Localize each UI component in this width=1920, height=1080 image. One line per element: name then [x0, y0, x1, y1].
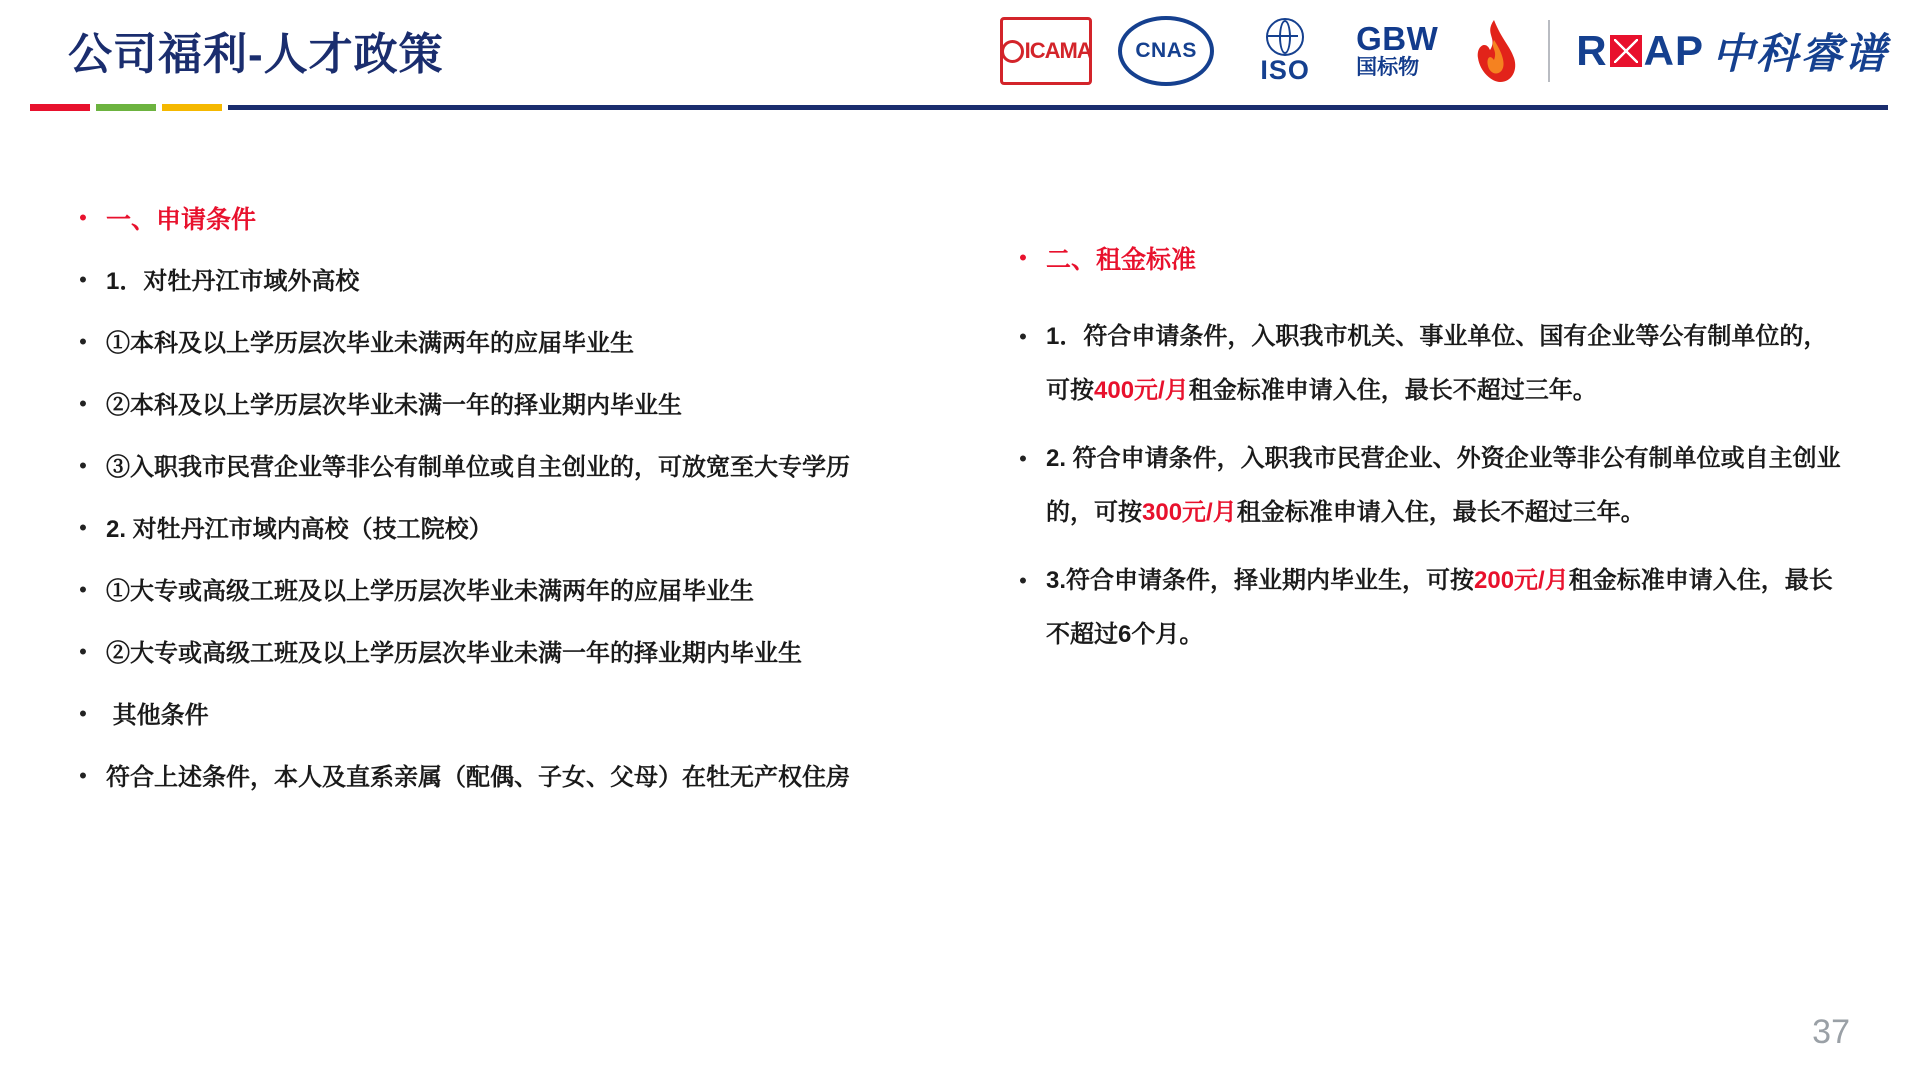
rent-rule-2-part-a: 2. 符合申请条件，入职我市民营企业、外资企业等非公有制单位或自主创业的，可按	[1046, 445, 1841, 526]
bullet-marker: •	[79, 701, 87, 726]
list-item	[60, 448, 960, 488]
list-item	[60, 200, 960, 240]
list-item-text: ①大专或高级工班及以上学历层次毕业未满两年的应届毕业生	[106, 578, 754, 605]
icama-ring-icon	[1001, 40, 1024, 63]
rent-amount-300: 300元/月	[1142, 499, 1237, 526]
cnas-logo	[1118, 18, 1214, 84]
list-item	[60, 262, 960, 302]
rent-rule-3-part-b: 租金标准申请入住，最长不超过6个月。	[1046, 567, 1833, 648]
reap-logo	[1576, 21, 1888, 81]
section-heading-rent: 二、租金标准	[1046, 246, 1197, 274]
bullet-marker: •	[79, 577, 87, 602]
bullet-marker: •	[79, 329, 87, 354]
list-item-text	[1046, 432, 1850, 540]
bullet-marker: •	[79, 205, 87, 230]
bullet-marker: •	[79, 515, 87, 540]
bullet-marker: •	[1019, 568, 1027, 593]
rent-amount-200: 200元/月	[1474, 567, 1569, 594]
bullet-marker: •	[1019, 324, 1027, 349]
list-item-text: 2. 对牡丹江市域内高校（技工院校）	[106, 516, 493, 543]
accent-bar-green	[96, 104, 156, 111]
icama-logo	[1000, 17, 1092, 85]
list-item-text: 1．对牡丹江市域外高校	[106, 268, 360, 295]
bullet-marker: •	[1019, 446, 1027, 471]
bullet-marker: •	[79, 763, 87, 788]
bullet-marker: •	[79, 453, 87, 478]
reap-letters-ap: AP	[1643, 27, 1704, 74]
iso-logo	[1240, 16, 1330, 86]
list-item-text: ②大专或高级工班及以上学历层次毕业未满一年的择业期内毕业生	[106, 640, 802, 667]
flame-icon	[1464, 16, 1522, 86]
globe-icon	[1266, 18, 1304, 56]
reap-x-mark-icon	[1610, 35, 1642, 67]
logo-divider	[1548, 20, 1550, 82]
list-item	[60, 696, 960, 736]
page-number: 37	[1812, 1013, 1850, 1051]
left-column	[60, 200, 960, 820]
cnas-logo-text: CNAS	[1135, 39, 1197, 62]
rent-rule-1-part-b: 租金标准申请入住，最长不超过三年。	[1188, 377, 1597, 404]
logo-strip	[1000, 8, 1888, 94]
iso-logo-text: ISO	[1260, 55, 1310, 85]
bullet-marker: •	[1019, 245, 1027, 270]
list-item	[60, 510, 960, 550]
list-item	[1000, 310, 1850, 418]
list-item	[1000, 554, 1850, 662]
header-rule	[228, 105, 1888, 110]
rent-rule-1-part-a: 1．符合申请条件，入职我市机关、事业单位、国有企业等公有制单位的，可按	[1046, 323, 1828, 404]
list-item-text: ①本科及以上学历层次毕业未满两年的应届毕业生	[106, 330, 634, 357]
list-item-text: 符合上述条件，本人及直系亲属（配偶、子女、父母）在牡无产权住房	[106, 764, 850, 791]
flame-logo	[1464, 16, 1522, 86]
list-item-text	[1046, 310, 1850, 418]
slide-header	[0, 0, 1920, 112]
list-item	[60, 758, 960, 798]
icama-logo-text: ICAMA	[1024, 38, 1092, 63]
list-item	[60, 324, 960, 364]
list-item	[60, 572, 960, 612]
list-item-text: ②本科及以上学历层次毕业未满一年的择业期内毕业生	[106, 392, 682, 419]
list-item	[1000, 240, 1850, 280]
list-item	[1000, 432, 1850, 540]
bullet-marker: •	[79, 391, 87, 416]
rent-rule-3-part-a: 3.符合申请条件，择业期内毕业生，可按	[1046, 567, 1475, 594]
bullet-marker: •	[79, 639, 87, 664]
list-item-text: ③入职我市民营企业等非公有制单位或自主创业的，可放宽至大专学历	[106, 454, 850, 481]
reap-logo-text	[1576, 27, 1704, 75]
gbw-logo-subtext: 国标物	[1356, 56, 1420, 80]
section-heading-conditions: 一、申请条件	[106, 206, 257, 234]
gbw-logo	[1356, 19, 1439, 81]
reap-logo-cn: 中科睿谱	[1711, 29, 1888, 78]
gbw-logo-text: GBW	[1356, 19, 1439, 57]
bullet-marker: •	[79, 267, 87, 292]
rent-amount-400: 400元/月	[1094, 377, 1189, 404]
page-title: 公司福利-人才政策	[68, 30, 444, 79]
list-item	[60, 386, 960, 426]
accent-bar-red	[30, 104, 90, 111]
reap-letter-r: R	[1576, 27, 1608, 74]
list-item	[60, 634, 960, 674]
rent-rule-2-part-b: 租金标准申请入住，最长不超过三年。	[1236, 499, 1645, 526]
list-item-text	[1046, 554, 1850, 662]
accent-bar-yellow	[162, 104, 222, 111]
list-item-text: 其他条件	[106, 702, 209, 729]
right-column	[1000, 240, 1850, 676]
